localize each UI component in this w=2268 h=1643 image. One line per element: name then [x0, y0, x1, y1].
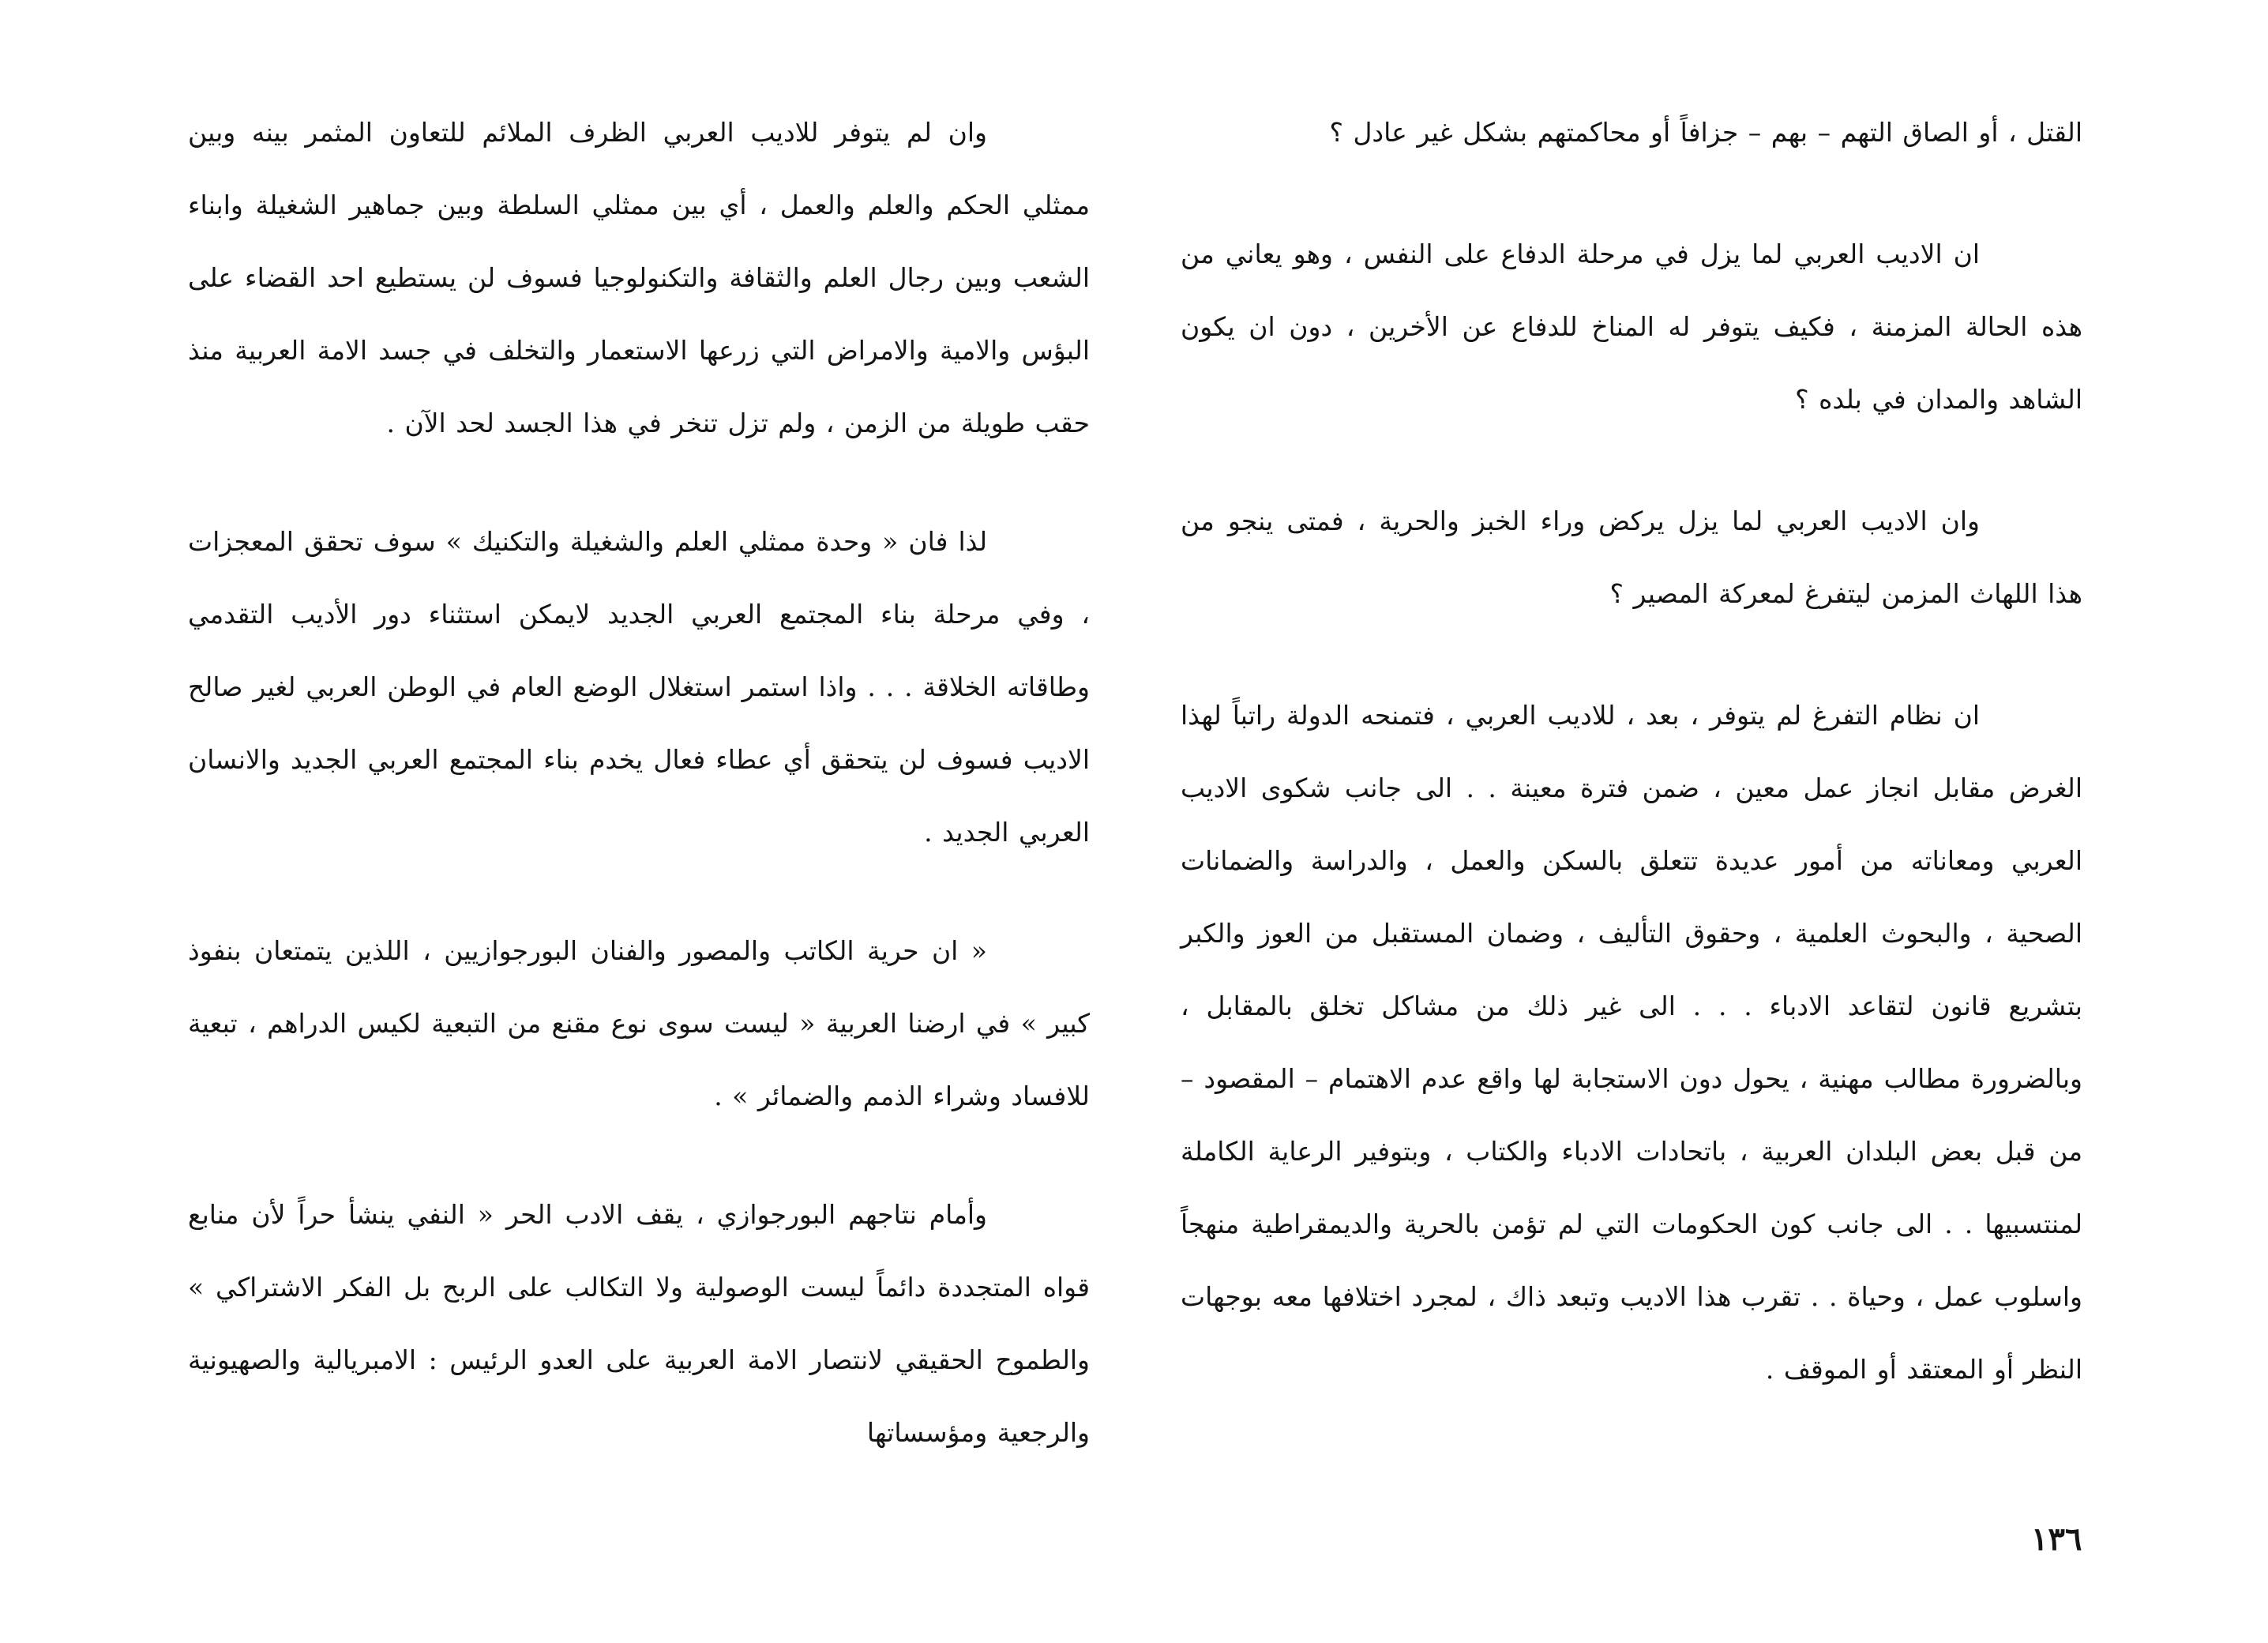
- paragraph: ان نظام التفرغ لم يتوفر ، بعد ، للاديب العربي ، فتمنحه الدولة راتباً لهذا الغرض مقابل انجاز عمل معين ، ضمن فترة معينة . . الى جانب شكوى الاديب العربي ومعاناته من أمور عديدة تتعلق بالسكن والعمل ، والدراسة والضمانات الصحية ، والبحوث العلمية ، وحقوق التأليف ، وضمان المستقبل من العوز والكبر بتشريع قانون لتقاعد الادباء . . . الى غير ذلك من مشاكل تخلق بالمقابل ، وبالضرورة مطالب مهنية ، يحول دون الاستجابة لها واقع عدم الاهتمام – المقصود – من قبل بعض البلدان العربية ، باتحادات الادباء والكتاب ، وبتوفير الرعاية الكاملة لمنتسبيها . . الى جانب كون الحكومات التي لم تؤمن بالحرية والديمقراطية منهجاً واسلوب عمل ، وحياة . . تقرب هذا الاديب وتبعد ذاك ، لمجرد اختلافها معه بوجهات النظر أو المعتقد أو الموقف .: [1181, 700, 2082, 1385]
- paragraph: وان الاديب العربي لما يزل يركض وراء الخبز والحرية ، فمتى ينجو من هذا اللهاث المزمن ليتفرغ لمعركة المصير ؟: [1181, 506, 2082, 609]
- paragraph: وان لم يتوفر للاديب العربي الظرف الملائم للتعاون المثمر بينه وبين ممثلي الحكم والعلم والعمل ، أي بين ممثلي السلطة وبين جماهير الشغيلة وابناء الشعب وبين رجال العلم والثقافة والتكنولوجيا فسوف لن يستطيع احد القضاء على البؤس والامية والامراض التي زرعها الاستعمار والتخلف في جسد الامة العربية منذ حقب طويلة من الزمن ، ولم تزل تنخر في هذا الجسد لحد الآن .: [188, 117, 1090, 438]
- page-number: ١٣٦: [2031, 1521, 2082, 1558]
- paragraph: وأمام نتاجهم البورجوازي ، يقف الادب الحر « النفي ينشأ حراً لأن منابع قواه المتجددة دائماً ليست الوصولية ولا التكالب على الربح بل الفكر الاشتراكي » والطموح الحقيقي لانتصار الامة العربية على العدو الرئيس : الامبريالية والصهيونية والرجعية ومؤسساتها: [188, 1199, 1090, 1448]
- paragraph: القتل ، أو الصاق التهم – بهم – جزافاً أو محاكمتهم بشكل غير عادل ؟: [1329, 117, 2082, 148]
- paragraph: لذا فان « وحدة ممثلي العلم والشغيلة والتكنيك » سوف تحقق المعجزات ، وفي مرحلة بناء المجتمع العربي الجديد لايمكن استثناء دور الأديب التقدمي وطاقاته الخلاقة . . . واذا استمر استغلال الوضع العام في الوطن العربي لغير صالح الاديب فسوف لن يتحقق أي عطاء فعال يخدم بناء المجتمع العربي الجديد والانسان العربي الجديد .: [188, 526, 1090, 848]
- paragraph: ان الاديب العربي لما يزل في مرحلة الدفاع على النفس ، وهو يعاني من هذه الحالة المزمنة ، فكيف يتوفر له المناخ للدفاع عن الأخرين ، دون ان يكون الشاهد والمدان في بلده ؟: [1181, 239, 2082, 415]
- right-text-column: [1181, 96, 2082, 1455]
- left-text-column: [188, 96, 1090, 1515]
- paragraph: « ان حرية الكاتب والمصور والفنان البورجوازيين ، اللذين يتمتعان بنفوذ كبير » في ارضنا العربية « ليست سوى نوع مقنع من التبعية لكيس الدراهم ، تبعية للافساد وشراء الذمم والضمائر » .: [188, 935, 1090, 1111]
